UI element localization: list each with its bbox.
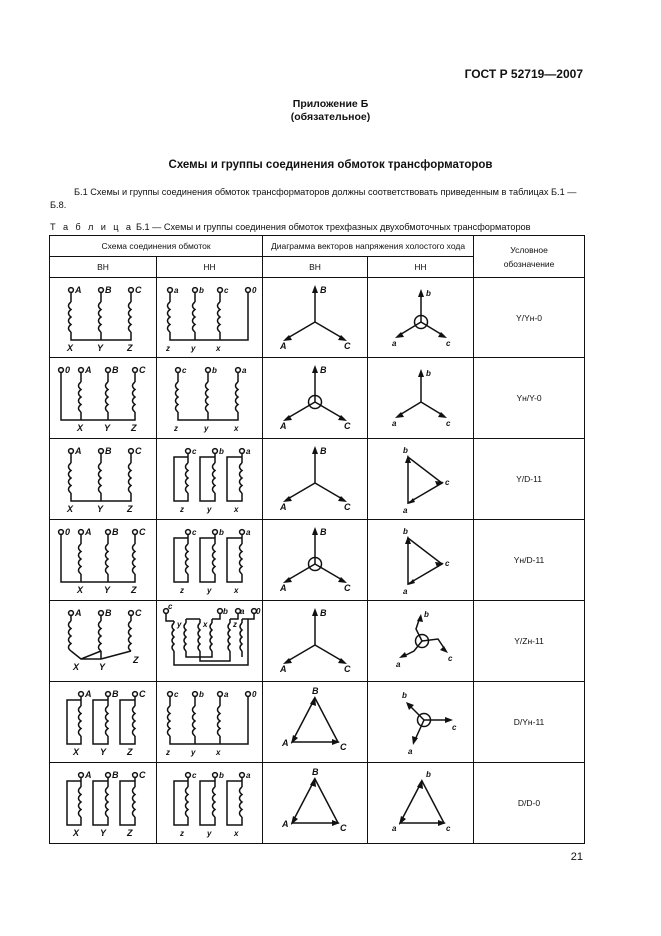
lv-star-neutral-scheme-icon	[160, 684, 260, 760]
hv-diagram-cell	[263, 358, 368, 439]
terminal-label: C	[139, 527, 146, 537]
vector-label: B	[320, 365, 327, 375]
terminal-label: Y	[100, 747, 107, 757]
terminal-label: x	[233, 829, 238, 838]
vector-label: b	[402, 527, 408, 536]
lv-star-neutral-rotated-vector-icon	[376, 684, 466, 760]
header-designation: Условное обозначение	[474, 236, 585, 278]
terminal-label: b	[211, 366, 217, 375]
terminal-label: c	[191, 771, 196, 780]
vector-label: b	[402, 446, 408, 455]
terminal-label: y	[206, 505, 211, 514]
lv-diagram-cell	[368, 682, 474, 763]
vector-label: B	[320, 527, 327, 537]
header-diagram: Диаграмма векторов напряжения холостого хода	[263, 236, 474, 257]
header-scheme: Схема соединения обмоток	[50, 236, 263, 257]
terminal-label: A	[85, 527, 92, 537]
hv-star-vector-icon	[270, 441, 360, 517]
terminal-label: 0	[251, 690, 256, 699]
terminal-label: X	[73, 747, 80, 757]
designation-cell: Y/D-11	[474, 439, 585, 520]
lv-delta-scheme-icon	[160, 765, 260, 841]
hv-star-neutral-scheme-icon	[53, 522, 153, 598]
lv-zigzag-scheme-icon	[160, 603, 260, 679]
hv-scheme-cell	[50, 358, 157, 439]
vector-label: A	[280, 583, 287, 593]
terminal-label: b	[218, 771, 224, 780]
hv-delta-vector-icon	[270, 765, 360, 841]
designation-cell: Y/Yн-0	[474, 278, 585, 358]
vector-label: c	[445, 824, 450, 833]
vector-label: A	[280, 421, 287, 431]
vector-label: C	[344, 583, 351, 593]
vector-label: B	[312, 767, 319, 777]
header-lv-scheme: НН	[157, 257, 263, 278]
lv-scheme-cell	[157, 358, 263, 439]
terminal-label: c	[191, 528, 196, 537]
lv-star-neutral-scheme-icon	[160, 280, 260, 356]
vector-label: a	[395, 660, 400, 669]
lv-delta-vector-icon	[376, 765, 466, 841]
hv-star-scheme-icon	[53, 280, 153, 356]
terminal-label: b	[218, 528, 224, 537]
terminal-label: X	[67, 342, 74, 353]
terminal-label: c	[181, 366, 186, 375]
terminal-label: B	[112, 689, 119, 699]
annex-title: Приложение Б	[292, 98, 369, 110]
terminal-label: x	[233, 424, 238, 433]
terminal-label: y	[203, 424, 208, 433]
terminal-label: C	[135, 608, 142, 618]
vector-label: A	[282, 819, 289, 829]
terminal-label: x	[215, 343, 220, 353]
terminal-label: B	[105, 284, 112, 295]
terminal-label: Y	[100, 828, 107, 838]
vector-label: a	[407, 747, 412, 756]
terminal-label: z	[173, 424, 178, 433]
vector-label: B	[320, 608, 327, 618]
vector-label: C	[344, 340, 351, 351]
terminal-label: Z	[127, 504, 133, 514]
terminal-label: y	[190, 343, 195, 353]
designation-cell: D/Yн-11	[474, 682, 585, 763]
hv-star-scheme-icon	[53, 441, 153, 517]
lv-delta-scheme-icon	[160, 522, 260, 598]
table-row	[50, 682, 585, 763]
lv-star-neutral-vector-icon	[376, 280, 466, 356]
lv-diagram-cell	[368, 278, 474, 358]
lv-star-vector-icon	[376, 360, 466, 436]
hv-star-short-scheme-icon	[53, 603, 153, 679]
vector-label: b	[425, 770, 431, 779]
terminal-label: x	[202, 620, 207, 629]
annex-subtitle: (обязательное)	[290, 111, 371, 123]
table-row	[50, 763, 585, 844]
table-row	[50, 278, 585, 358]
terminal-label: X	[77, 423, 84, 433]
terminal-label: c	[167, 602, 172, 611]
terminal-label: Z	[131, 585, 137, 595]
terminal-label: Y	[97, 504, 104, 514]
vector-label: a	[391, 338, 396, 348]
terminal-label: c	[173, 690, 178, 699]
hv-scheme-cell	[50, 601, 157, 682]
vector-label: c	[444, 559, 449, 568]
terminal-label: A	[85, 689, 92, 699]
vector-label: c	[447, 654, 452, 663]
vector-label: B	[312, 686, 319, 696]
table-row	[50, 601, 585, 682]
terminal-label: a	[245, 771, 250, 780]
terminal-label: a	[245, 447, 250, 456]
hv-scheme-cell	[50, 520, 157, 601]
hv-scheme-cell	[50, 682, 157, 763]
terminal-label: Z	[127, 828, 133, 838]
terminal-label: Z	[131, 423, 137, 433]
terminal-label: B	[105, 608, 112, 618]
terminal-label: y	[206, 829, 211, 838]
terminal-label: X	[73, 662, 80, 672]
vector-label: b	[425, 288, 431, 298]
terminal-label: B	[112, 770, 119, 780]
page-number: 21	[570, 851, 583, 863]
table-row	[50, 439, 585, 520]
section-title: Схемы и группы соединения обмоток трансформаторов	[168, 159, 493, 171]
terminal-label: Y	[104, 585, 111, 595]
vector-label: a	[402, 587, 407, 596]
terminal-label: Z	[127, 342, 133, 353]
connection-table	[49, 235, 585, 844]
designation-cell: D/D-0	[474, 763, 585, 844]
terminal-label: y	[206, 586, 211, 595]
hv-star-neutral-scheme-icon	[53, 360, 153, 436]
table-caption	[50, 222, 531, 232]
terminal-label: C	[139, 689, 146, 699]
terminal-label: 0	[255, 607, 260, 616]
vector-label: C	[340, 742, 347, 752]
table-row	[50, 358, 585, 439]
lv-scheme-cell	[157, 682, 263, 763]
terminal-label: z	[232, 620, 237, 629]
vector-label: a	[391, 419, 396, 428]
vector-label: a	[391, 824, 396, 833]
vector-label: A	[280, 664, 287, 674]
terminal-label: A	[75, 446, 82, 456]
terminal-label: b	[218, 447, 224, 456]
terminal-label: Y	[104, 423, 111, 433]
lv-diagram-cell	[368, 763, 474, 844]
lv-zigzag-vector-icon	[376, 603, 466, 679]
table-caption-text: Б.1 — Схемы и группы соединения обмоток трехфазных двухобмоточных трансформаторов	[135, 222, 531, 232]
hv-diagram-cell	[263, 439, 368, 520]
hv-star-vector-icon	[270, 603, 360, 679]
standard-number: ГОСТ Р 52719—2007	[464, 67, 583, 81]
terminal-label: x	[233, 586, 238, 595]
terminal-label: a	[239, 607, 244, 616]
terminal-label: X	[67, 504, 74, 514]
terminal-label: A	[85, 770, 92, 780]
header-hv-diagram: ВН	[263, 257, 368, 278]
lv-scheme-cell	[157, 278, 263, 358]
hv-star-vector-icon	[270, 280, 360, 356]
terminal-label: c	[223, 285, 228, 295]
terminal-label: B	[112, 527, 119, 537]
terminal-label: z	[165, 343, 170, 353]
lv-diagram-cell	[368, 520, 474, 601]
hv-star-neutral-vector-icon	[270, 360, 360, 436]
terminal-label: 0	[65, 527, 71, 537]
terminal-label: C	[139, 770, 146, 780]
terminal-label: X	[77, 585, 84, 595]
vector-label: b	[401, 691, 407, 700]
lv-delta-vector-icon	[376, 441, 466, 517]
terminal-label: b	[198, 285, 204, 295]
terminal-label: a	[241, 366, 246, 375]
vector-label: B	[320, 284, 327, 295]
table-caption-label: Т а б л и ц а	[50, 222, 134, 232]
designation-cell: Yн/D-11	[474, 520, 585, 601]
hv-scheme-cell	[50, 763, 157, 844]
terminal-label: Y	[99, 662, 106, 672]
hv-diagram-cell	[263, 682, 368, 763]
terminal-label: c	[191, 447, 196, 456]
vector-label: C	[344, 502, 351, 512]
hv-star-neutral-vector-icon	[270, 522, 360, 598]
vector-label: c	[445, 419, 450, 428]
header-lv-diagram: НН	[368, 257, 474, 278]
hv-scheme-cell	[50, 278, 157, 358]
terminal-label: z	[179, 829, 184, 838]
vector-label: B	[320, 446, 327, 456]
terminal-label: y	[176, 620, 181, 629]
terminal-label: Y	[97, 342, 104, 353]
vector-label: a	[402, 506, 407, 515]
terminal-label: Z	[127, 747, 133, 757]
vector-label: b	[425, 369, 431, 378]
terminal-label: a	[223, 690, 228, 699]
lv-delta-vector-icon	[376, 522, 466, 598]
hv-delta-scheme-icon	[53, 684, 153, 760]
vector-label: C	[344, 421, 351, 431]
vector-label: A	[280, 502, 287, 512]
hv-diagram-cell	[263, 763, 368, 844]
terminal-label: a	[245, 528, 250, 537]
vector-label: A	[280, 340, 287, 351]
vector-label: c	[451, 723, 456, 732]
hv-scheme-cell	[50, 439, 157, 520]
terminal-label: A	[75, 284, 82, 295]
terminal-label: B	[112, 365, 119, 375]
terminal-label: X	[73, 828, 80, 838]
lv-scheme-cell	[157, 439, 263, 520]
lv-scheme-cell	[157, 763, 263, 844]
lv-delta-scheme-icon	[160, 441, 260, 517]
hv-diagram-cell	[263, 278, 368, 358]
designation-cell: Y/Zн-11	[474, 601, 585, 682]
terminal-label: B	[105, 446, 112, 456]
vector-label: C	[344, 664, 351, 674]
intro-paragraph: Б.1 Схемы и группы соединения обмоток трансформаторов должны соответствовать приведенным в таблицах Б.1 — Б.8.	[50, 187, 577, 210]
terminal-label: z	[165, 748, 170, 757]
lv-diagram-cell	[368, 439, 474, 520]
terminal-label: C	[135, 446, 142, 456]
terminal-label: z	[179, 586, 184, 595]
hv-delta-scheme-icon	[53, 765, 153, 841]
terminal-label: a	[173, 285, 178, 295]
vector-label: c	[445, 338, 450, 348]
lv-scheme-cell	[157, 520, 263, 601]
terminal-label: x	[233, 505, 238, 514]
lv-scheme-cell	[157, 601, 263, 682]
header-hv-scheme: ВН	[50, 257, 157, 278]
lv-diagram-cell	[368, 601, 474, 682]
terminal-label: b	[198, 690, 204, 699]
terminal-label: 0	[65, 365, 71, 375]
vector-label: c	[444, 478, 449, 487]
terminal-label: A	[75, 608, 82, 618]
table-row	[50, 520, 585, 601]
terminal-label: b	[222, 607, 228, 616]
hv-diagram-cell	[263, 601, 368, 682]
hv-diagram-cell	[263, 520, 368, 601]
terminal-label: 0	[251, 285, 256, 295]
hv-delta-vector-icon	[270, 684, 360, 760]
terminal-label: C	[139, 365, 146, 375]
terminal-label: C	[135, 284, 142, 295]
terminal-label: Z	[133, 655, 139, 665]
annex-heading	[0, 98, 661, 124]
lv-diagram-cell	[368, 358, 474, 439]
vector-label: b	[423, 610, 429, 619]
terminal-label: A	[85, 365, 92, 375]
designation-cell: Yн/Y-0	[474, 358, 585, 439]
lv-star-scheme-icon	[160, 360, 260, 436]
terminal-label: y	[190, 748, 195, 757]
vector-label: A	[282, 738, 289, 748]
terminal-label: x	[215, 748, 220, 757]
vector-label: C	[340, 823, 347, 833]
terminal-label: z	[179, 505, 184, 514]
